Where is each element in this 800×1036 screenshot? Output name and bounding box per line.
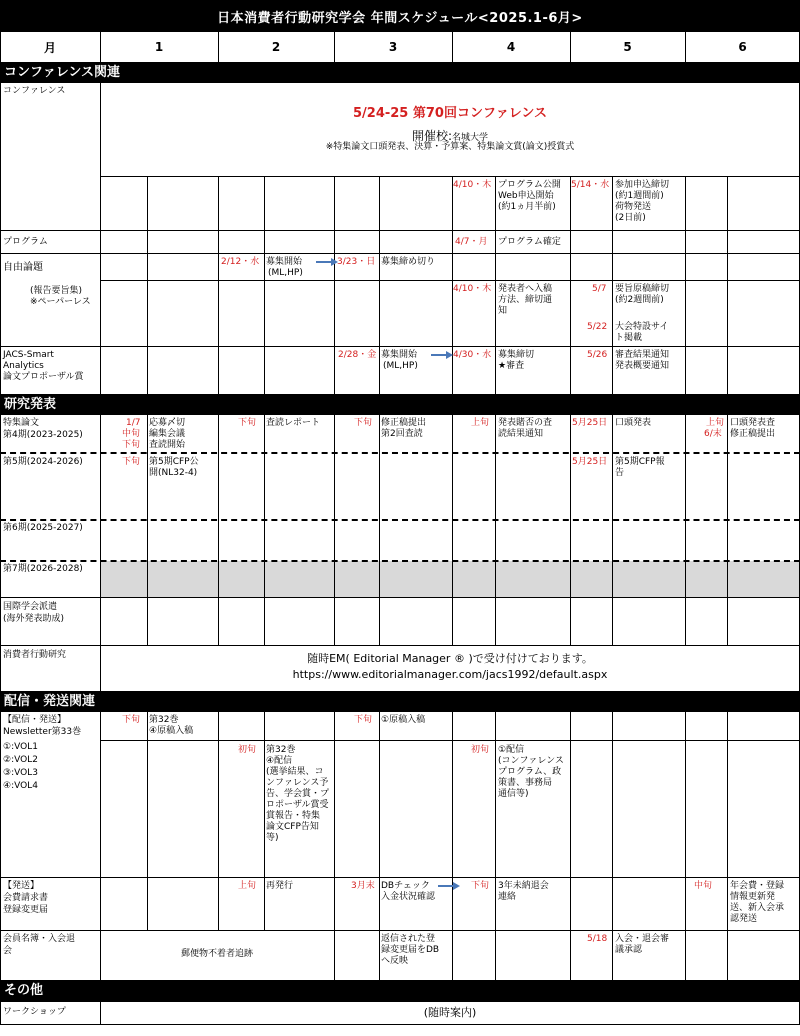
grid-line (452, 712, 453, 930)
row-label-intl-2: (海外発表助成) (3, 614, 65, 624)
nl-c2: 初旬 (238, 745, 257, 755)
grid-line (334, 415, 335, 645)
grid-line (0, 253, 800, 254)
grid-line (0, 877, 800, 878)
free-text-4b: (約2週間前) (615, 295, 664, 305)
row-label-period6: 第6期(2025-2027) (3, 523, 83, 533)
month-header-1: 1 (154, 40, 164, 54)
row-label-mail-1: 【発送】 (3, 881, 40, 891)
month-header-label: 月 (43, 40, 56, 55)
date-program: 4/7・月 (455, 237, 488, 247)
row-label-nl-2: Newsletter第33巻 (3, 727, 82, 737)
grid-line (685, 930, 686, 980)
date-conf-1: 4/10・木 (453, 180, 492, 190)
nl-t2g: 賞報告・特集 (266, 811, 321, 821)
jacs-text-2b: ★審査 (498, 361, 525, 371)
special-t1b: 編集会議 (149, 429, 186, 439)
free-text-3c: 知 (498, 306, 508, 316)
jacs-text-1b: (ML,HP) (383, 361, 418, 371)
period5-t5b: 告 (615, 468, 625, 478)
jacs-text-3a: 審査結果通知 (615, 350, 670, 360)
roster-t3a: 返信された登 (381, 934, 436, 944)
date-jacs-2: 4/30・水 (453, 350, 492, 360)
grid-line (379, 712, 380, 930)
grid-line (685, 32, 686, 62)
conf-text-1c: (約1ヵ月半前) (498, 202, 556, 212)
row-label-nl-1: 【配信・発送】 (3, 715, 67, 725)
period5-t1b: 開(NL32-4) (149, 468, 198, 478)
mail-t6c: 送、新入会承 (730, 903, 785, 913)
roster-c5: 5/18 (587, 934, 608, 944)
grid-line (0, 346, 800, 347)
venue-name: 名城大学 (452, 133, 489, 143)
journal-line-1: 随時EM( Editorial Manager ® )で受け付けております。 (307, 652, 593, 665)
section-delivery: 配信・発送関連 (0, 691, 800, 712)
mail-t4b: 連絡 (498, 892, 517, 902)
grid-line (0, 645, 800, 646)
month-header-3: 3 (388, 40, 398, 54)
grid-line (495, 176, 496, 394)
grid-line (218, 32, 219, 62)
row-label-jacs-3: 論文プロポーザル賞 (3, 372, 84, 382)
conf-text-2a: 参加申込締切 (615, 180, 670, 190)
grid-line (612, 930, 613, 980)
grid-line (218, 176, 219, 394)
special-c3: 下旬 (354, 418, 373, 428)
free-text-1b: (ML,HP) (268, 268, 303, 278)
grid-line (452, 415, 453, 645)
month-header-5: 5 (623, 40, 632, 54)
mail-t3b: 入金状況確認 (381, 892, 436, 902)
grid-line (264, 176, 265, 394)
page-title: 日本消費者行動研究学会 年間スケジュール<2025.1-6月> (0, 0, 800, 32)
grid-line (0, 1024, 800, 1025)
row-label-nl-3: ①:VOL1 (3, 742, 38, 752)
roster-t5a: 入会・退会審 (615, 934, 670, 944)
jacs-text-2a: 募集締切 (498, 350, 535, 360)
section-other: その他 (0, 980, 800, 1001)
row-label-jacs-2: Analytics (3, 361, 44, 371)
grid-line (0, 1001, 800, 1002)
nl-t2a: 第32巻 (266, 745, 296, 755)
special-c2: 下旬 (238, 418, 257, 428)
nl-t2i: 等) (266, 833, 279, 843)
row-label-period7: 第7期(2026-2028) (3, 564, 83, 574)
free-text-2: 募集締め切り (381, 257, 436, 267)
dashed-line (0, 452, 800, 454)
grid-line (570, 712, 571, 930)
special-c1c: 下旬 (122, 440, 141, 450)
grid-line (147, 176, 148, 394)
grid-line (495, 415, 496, 645)
grid-line (0, 930, 800, 931)
free-text-3a: 発表者へ入稿 (498, 284, 553, 294)
special-t2: 査読レポート (266, 418, 321, 428)
date-free-2: 3/23・日 (337, 257, 376, 267)
grid-line (100, 740, 800, 741)
arrow-right-icon (438, 882, 460, 890)
grid-line (452, 930, 453, 980)
conference-headline: 5/24-25 第70回コンファレンス (352, 106, 547, 121)
conf-text-1a: プログラム公開 (498, 180, 561, 190)
grid-line (570, 32, 571, 62)
row-label-mail-2: 会費請求書 (3, 893, 49, 903)
nl-t2f: ロポーザル賞受 (266, 800, 329, 810)
grid-line (100, 415, 101, 691)
month-header-4: 4 (506, 40, 516, 54)
month-header-6: 6 (738, 40, 747, 54)
nl-t4e: 通信等) (498, 789, 529, 799)
section-conference: コンファレンス関連 (0, 62, 800, 83)
date-free-1: 2/12・水 (221, 257, 260, 267)
mail-t3a: DBチェック (381, 881, 430, 891)
free-text-5a: 大会特設サイ (615, 322, 669, 332)
grid-line (727, 415, 728, 645)
conf-text-2b: (約1週間前) (615, 191, 664, 201)
special-c6a: 上旬 (706, 418, 725, 428)
period5-t1a: 第5期CFP公 (149, 457, 199, 467)
grid-line (570, 415, 571, 645)
grid-line (218, 415, 219, 645)
grid-line (379, 176, 380, 394)
mail-t6b: 情報更新発 (730, 892, 776, 902)
date-free-3: 4/10・木 (453, 284, 492, 294)
nl-c3: 下旬 (354, 715, 373, 725)
grid-line (570, 930, 571, 980)
program-text: プログラム確定 (498, 237, 561, 247)
nl-t2h: 論文CFP告知 (266, 822, 319, 832)
row-label-journal: 消費者行動研究 (3, 650, 67, 660)
grid-line (612, 176, 613, 394)
grid-line (100, 32, 101, 62)
row-label-intl-1: 国際学会派遣 (3, 602, 58, 612)
special-t3a: 修正稿提出 (381, 418, 427, 428)
row-label-nl-5: ③:VOL3 (3, 768, 38, 778)
conf-text-1b: Web申込開始 (498, 191, 554, 201)
jacs-text-3b: 発表概要通知 (615, 361, 670, 371)
mail-t6a: 年会費・登録 (730, 881, 785, 891)
special-t1a: 応募〆切 (149, 418, 186, 428)
special-t4a: 発表賭否の査 (498, 418, 553, 428)
nl-c1: 下旬 (122, 715, 141, 725)
grid-line (452, 32, 453, 62)
free-text-3b: 方法、締切通 (498, 295, 553, 305)
roster-t3b: 録変更届をDB (381, 945, 440, 955)
nl-t2d: ンファレンス予 (266, 778, 329, 788)
date-free-5: 5/22 (587, 322, 608, 332)
grid-line (264, 712, 265, 930)
month-header-2: 2 (271, 40, 281, 54)
venue-label: 開催校: (411, 129, 453, 143)
period5-c1: 下旬 (122, 457, 141, 467)
row-label-program: プログラム (3, 237, 48, 247)
period7-shading (100, 561, 800, 597)
row-label-nl-6: ④:VOL4 (3, 781, 38, 791)
special-t3b: 第2回査読 (381, 429, 423, 439)
row-label-jacs-1: JACS-Smart (3, 350, 54, 360)
grid-line (495, 930, 496, 980)
grid-line (685, 176, 686, 394)
grid-line (0, 230, 800, 231)
conference-note: ※特集論文口頭発表、決算・予算案、特集論文賞(論文)授賞式 (325, 142, 575, 152)
mail-t4a: 3年未納退会 (498, 881, 549, 891)
mail-c2: 上旬 (238, 881, 257, 891)
grid-line (147, 712, 148, 930)
mail-c6: 中旬 (694, 881, 713, 891)
special-c4: 上旬 (471, 418, 490, 428)
row-label-roster-1: 会員名簿・入会退 (3, 934, 76, 944)
mail-t2: 再発行 (266, 881, 294, 891)
grid-line (612, 712, 613, 930)
roster-t3c: へ反映 (381, 956, 409, 966)
free-text-5b: ト掲載 (615, 333, 643, 343)
date-conf-2: 5/14・水 (571, 180, 610, 190)
grid-line (612, 415, 613, 645)
grid-line (218, 712, 219, 930)
special-c6b: 6/末 (704, 429, 722, 439)
date-jacs-1: 2/28・金 (338, 350, 377, 360)
special-t6a: 口頭発表査 (730, 418, 776, 428)
row-label-conference: コンファレンス (3, 86, 66, 96)
grid-line (334, 712, 335, 930)
nl-t4a: ①配信 (498, 745, 525, 755)
grid-line (379, 415, 380, 645)
free-paper-sublabel-2: ※ペーパーレス (30, 297, 91, 307)
grid-line (334, 176, 335, 394)
free-paper-sublabel-1: (報告要旨集) (30, 286, 83, 296)
special-t1c: 査読開始 (149, 440, 186, 450)
grid-line (100, 176, 800, 177)
conf-text-2d: (2日前) (615, 213, 646, 223)
date-jacs-3: 5/26 (587, 350, 608, 360)
nl-t4c: プログラム、政 (498, 767, 562, 777)
grid-line (100, 280, 800, 281)
row-label-special-1: 特集論文 (3, 418, 40, 428)
grid-line (264, 415, 265, 645)
special-c5: 5月25日 (572, 418, 608, 428)
grid-line (727, 930, 728, 980)
nl-c4: 初旬 (471, 745, 490, 755)
dashed-line (0, 560, 800, 562)
nl-t2e: 告、学会賞・プ (266, 789, 330, 799)
jacs-text-1a: 募集開始 (381, 350, 418, 360)
row-label-roster-2: 会 (3, 946, 13, 956)
grid-line (727, 176, 728, 394)
arrow-right-icon (316, 258, 338, 266)
date-free-4: 5/7 (592, 284, 607, 294)
nl-t4d: 策書、事務局 (498, 778, 553, 788)
grid-line (147, 415, 148, 645)
row-label-mail-3: 登録変更届 (3, 905, 49, 915)
special-t4b: 読結果通知 (498, 429, 544, 439)
nl-t2b: ④配信 (266, 756, 293, 766)
grid-line (100, 712, 101, 980)
row-label-free-paper: 自由論題 (3, 262, 43, 273)
grid-line (0, 32, 1, 1024)
nl-t2c: (選挙結果、コ (266, 767, 324, 777)
mail-c3: 3月末 (351, 881, 375, 891)
roster-span: 郵便物不着者追跡 (180, 949, 253, 959)
nl-t1a: 第32巻 (149, 715, 179, 725)
mail-t6d: 認発送 (730, 914, 758, 924)
dashed-line (0, 519, 800, 521)
grid-line (334, 32, 335, 62)
nl-t1b: ④原稿入稿 (149, 726, 194, 736)
row-label-special-2: 第4期(2023-2025) (3, 430, 83, 440)
grid-line (570, 176, 571, 394)
period5-c5: 5月25日 (572, 457, 608, 467)
grid-line (334, 930, 335, 980)
nl-t3: ①原稿入稿 (381, 715, 426, 725)
nl-t4b: (コンファレンス (498, 756, 564, 766)
workshop-text: (随時案内) (423, 1006, 477, 1019)
period5-t5a: 第5期CFP報 (615, 457, 665, 467)
grid-line (0, 597, 800, 598)
grid-line (495, 712, 496, 930)
special-t5: 口頭発表 (615, 418, 652, 428)
row-label-workshop: ワークショップ (3, 1007, 66, 1017)
grid-line (0, 62, 800, 63)
free-text-1a: 募集開始 (266, 257, 303, 267)
special-t6b: 修正稿提出 (730, 429, 776, 439)
journal-link[interactable]: https://www.editorialmanager.com/jacs1992/default.aspx (292, 668, 608, 681)
arrow-right-icon (431, 351, 453, 359)
roster-t5b: 議承認 (615, 945, 643, 955)
section-research: 研究発表 (0, 394, 800, 415)
free-text-4a: 要旨原稿締切 (615, 284, 670, 294)
grid-line (685, 712, 686, 930)
special-c1b: 中旬 (122, 429, 141, 439)
mail-c4: 下旬 (471, 881, 490, 891)
row-label-nl-4: ②:VOL2 (3, 755, 38, 765)
grid-line (379, 930, 380, 980)
grid-line (685, 415, 686, 645)
row-label-period5: 第5期(2024-2026) (3, 457, 83, 467)
grid-line (727, 712, 728, 930)
special-c1a: 1/7 (126, 418, 141, 428)
conf-text-2c: 荷物発送 (615, 202, 652, 212)
